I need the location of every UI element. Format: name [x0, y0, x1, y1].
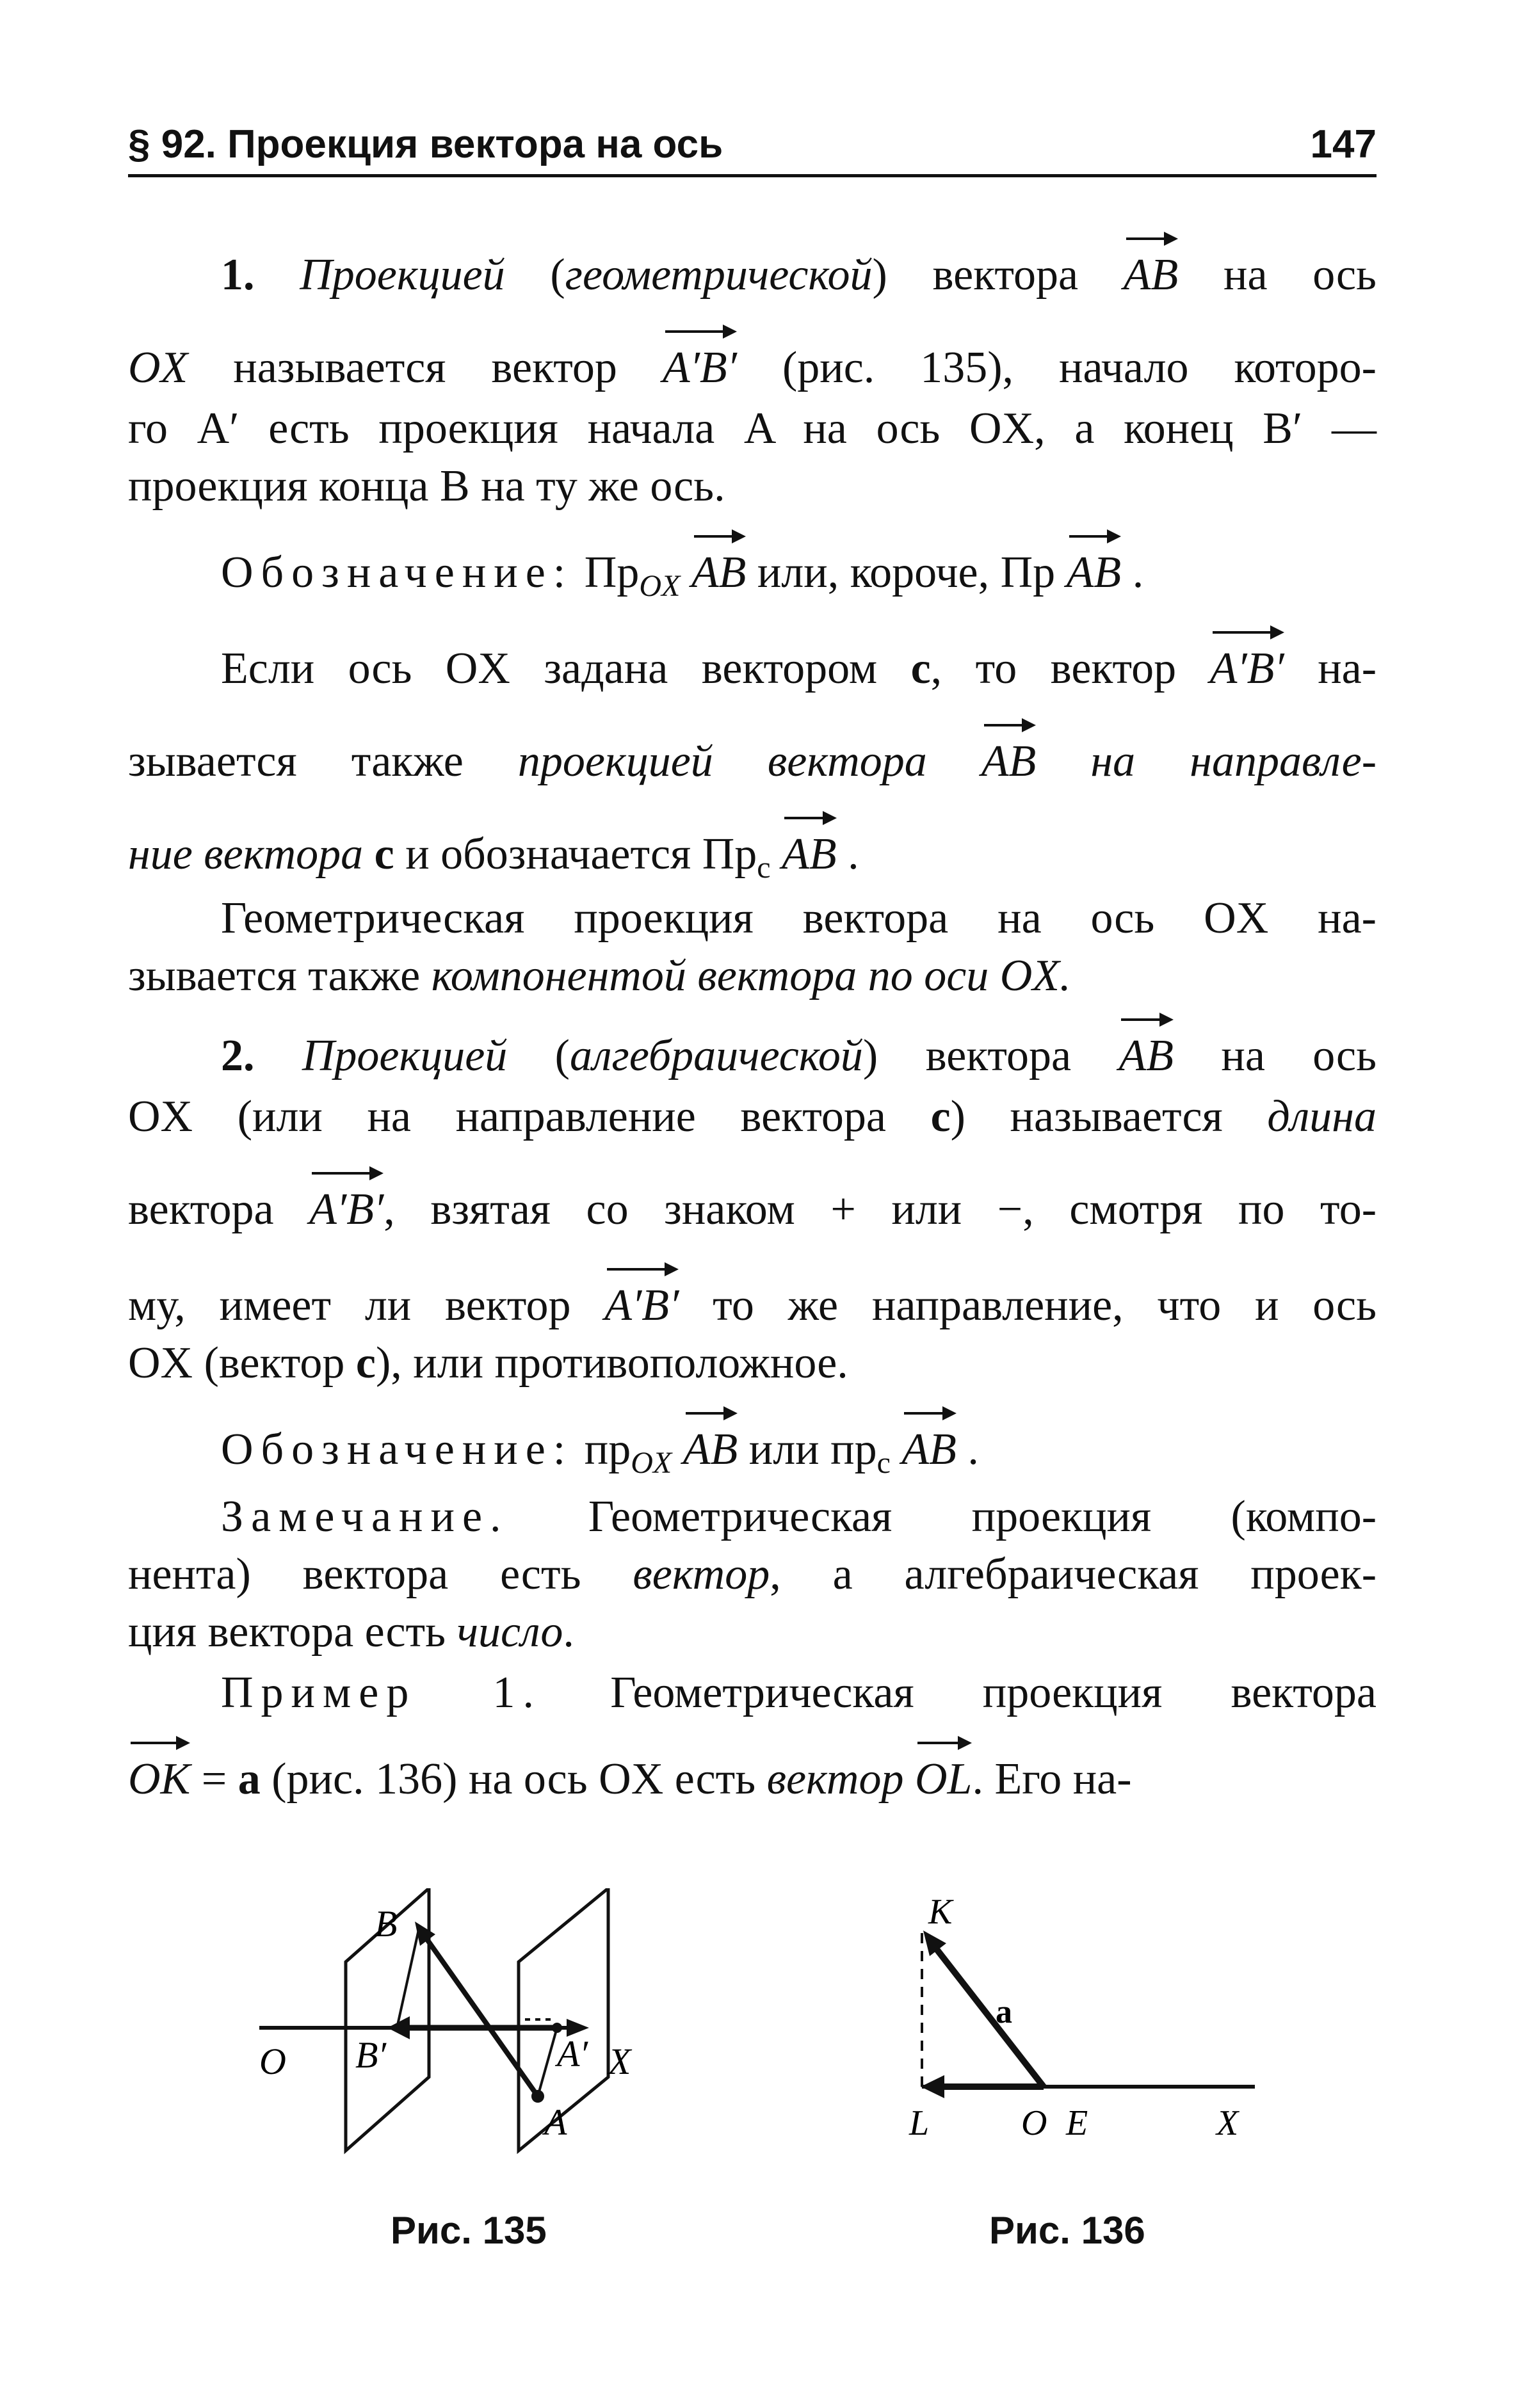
def1-line1: 1. Проекцией (геометрической) вектора AB на ось: [221, 250, 1377, 300]
vector-OL: OL: [914, 1754, 973, 1804]
fig135-vector-AB: [423, 1933, 538, 2096]
fig135-proj-line-B: [397, 1927, 419, 2028]
fig136-label-K: K: [928, 1892, 953, 1932]
component-line1: Геометрическая проекция вектора на ось OX на-: [221, 894, 1377, 943]
axis-line2: зывается также проекцией вектора AB на направле-: [128, 737, 1377, 786]
vector-AB: AB: [1123, 250, 1179, 300]
fig135-label-X: X: [608, 2041, 631, 2082]
fig136-label-E: E: [1066, 2103, 1088, 2143]
example-line2: OK = a (рис. 136) на ось OX есть вектор OL. Его на-: [128, 1754, 1132, 1804]
def2-line4: му, имеет ли вектор A′B′ то же направление, что и ось: [128, 1281, 1377, 1330]
def2-line3: вектора A′B′, взятая со знаком + или −, смотря по то-: [128, 1185, 1377, 1234]
figure-136: [884, 1888, 1268, 2163]
fig136-label-O: O: [1021, 2103, 1047, 2143]
vector-OK: OK: [128, 1754, 191, 1804]
fig136-label-L: L: [909, 2103, 930, 2143]
fig136-vector-OK: [932, 1943, 1044, 2087]
remark-line1: Замечание. Геометрическая проекция (компо-: [221, 1492, 1377, 1541]
fig136-caption: Рис. 136: [989, 2209, 1145, 2252]
page-number: 147: [1310, 122, 1377, 166]
fig135-proj-line-A: [538, 2028, 557, 2096]
notation2-line: Обозначение: $пр_{OX}$ AB или $пр_c$ AB .: [221, 1425, 979, 1480]
fig135-caption: Рис. 135: [391, 2209, 547, 2252]
section-title: § 92. Проекция вектора на ось: [128, 122, 723, 166]
def1-line2: OX называется вектор A′B′ (рис. 135), начало которо-: [128, 343, 1377, 392]
page-header: [128, 116, 1377, 177]
def1-line4: проекция конца B на ту же ось.: [128, 462, 725, 511]
fig135-label-O: O: [259, 2041, 286, 2082]
axis-line3: ние вектора c и обозначается $Пр_c$ AB .: [128, 830, 859, 885]
vector-ApBp: A′B′: [662, 343, 737, 392]
fig135-label-B: B: [375, 1903, 398, 1945]
remark-line2: нента) вектора есть вектор, а алгебраическая проек-: [128, 1550, 1377, 1599]
fig136-label-X: X: [1216, 2103, 1239, 2143]
def2-line5: OX (вектор c), или противоположное.: [128, 1338, 848, 1388]
remark-line3: ция вектора есть число.: [128, 1607, 574, 1657]
def1-line3: го A′ есть проекция начала A на ось OX, а конец B′ —: [128, 404, 1377, 453]
example-line1: Пример 1. Геометрическая проекция вектора: [221, 1668, 1377, 1717]
notation1-line: Обозначение: $Пр_{OX}$ AB или, короче, Пр AB .: [221, 548, 1144, 603]
axis-line1: Если ось OX задана вектором c, то вектор A′B′ на-: [221, 644, 1377, 693]
component-line2: зывается также компонентой вектора по оси OX.: [128, 951, 1071, 1000]
fig135-label-Ap: A′: [557, 2033, 588, 2075]
figure-135: [243, 1888, 704, 2163]
def2-line1: 2. Проекцией (алгебраической) вектора AB на ось: [221, 1031, 1377, 1080]
fig136-label-a: a: [996, 1994, 1012, 2030]
fig136-vector-OL-arrow: [921, 2075, 944, 2098]
fig135-label-Bp: B′: [355, 2034, 387, 2076]
def2-line2: OX (или на направление вектора c) называется длина: [128, 1092, 1377, 1141]
fig135-label-A: A: [544, 2101, 567, 2143]
